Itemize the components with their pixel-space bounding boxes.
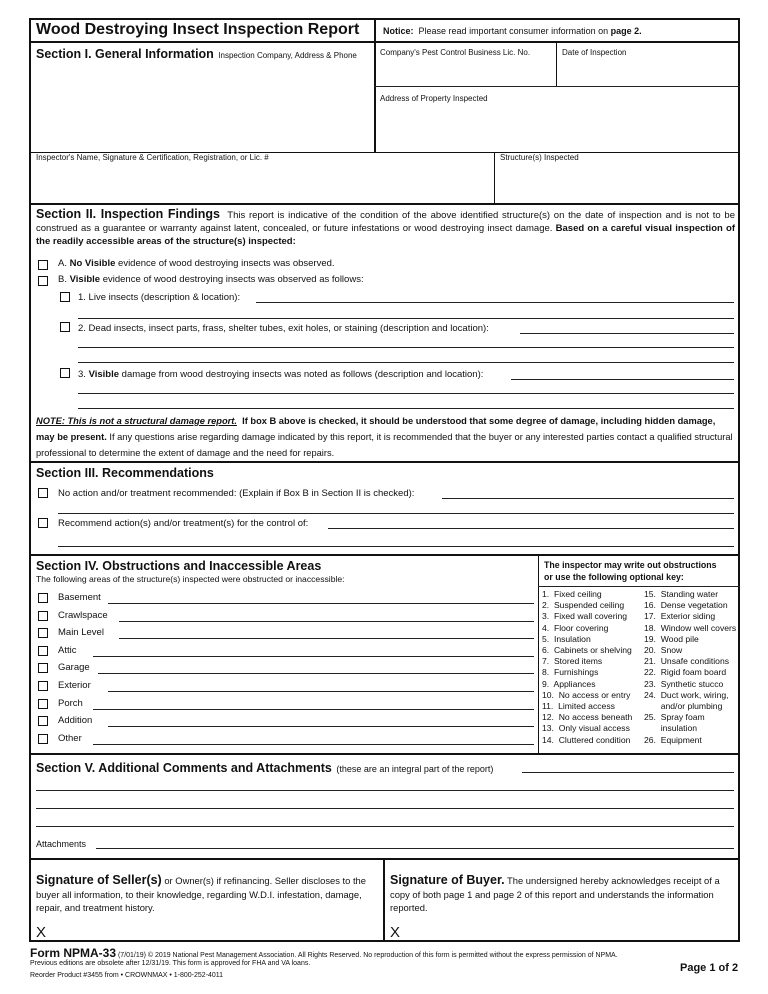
form-title: Wood Destroying Insect Inspection Report [36,21,360,38]
key-item: 12. No access beneath [542,712,633,723]
live-insects-line-1[interactable] [256,302,734,303]
checkbox-area-other[interactable] [38,734,48,744]
recommend-action-label: Recommend action(s) and/or treatment(s) for the control of: [58,518,309,529]
key-list-left [542,589,632,746]
key-item: 17. Exterior siding [644,611,716,622]
buyer-signature-text: Signature of Buyer. The undersigned hereby acknowledges receipt of a copy of both page 1 and page 2 of this report and understands the information reported. [390,873,720,913]
inspector-label[interactable]: Inspector's Name, Signature & Certification, Registration, or Lic. # [36,153,269,162]
visible-damage-line-2[interactable] [78,393,734,394]
page-number: Page 1 of 2 [680,962,739,974]
key-item: 19. Wood pile [644,633,699,644]
key-item: 4. Floor covering [542,622,609,633]
checkbox-live-insects[interactable] [60,292,70,302]
area-entry-line[interactable] [108,691,534,692]
live-insects-line-2[interactable] [78,318,734,319]
dead-insects-label: 2. Dead insects, insect parts, frass, shelter tubes, exit holes, or staining (description and location): [78,323,489,334]
section5-heading: Section V. Additional Comments and Attachments (these are an integral part of the report) [36,761,494,775]
key-item: 7. Stored items [542,656,603,667]
key-item: 16. Dense vegetation [644,600,728,611]
area-entry-line[interactable] [119,638,534,639]
key-item: 1. Fixed ceiling [542,589,602,599]
key-item: 23. Synthetic stucco [644,678,724,689]
key-item: 13. Only visual access [542,723,630,734]
area-label: Attic [58,644,77,656]
checkbox-area-addition[interactable] [38,716,48,726]
section3-heading: Section III. Recommendations [36,466,214,480]
key-item: and/or plumbing [644,701,723,712]
no-action-label: No action and/or treatment recommended: (Explain if Box B in Section II is checked): [58,488,415,499]
checkbox-dead-insects[interactable] [60,322,70,332]
no-action-line-2[interactable] [58,513,734,514]
live-insects-label: 1. Live insects (description & location): [78,292,241,303]
key-item: 21. Unsafe conditions [644,656,730,667]
area-entry-line[interactable] [93,744,535,745]
key-item: 8. Furnishings [542,667,599,678]
key-item: 2. Suspended ceiling [542,600,625,611]
key-item: 14. Cluttered condition [542,734,631,745]
inspection-date-label[interactable]: Date of Inspection [562,48,627,57]
checkbox-area-attic[interactable] [38,646,48,656]
buyer-signature-field[interactable]: X [390,924,401,941]
area-label: Exterior [58,680,91,691]
dead-insects-line-1[interactable] [520,333,734,334]
comments-line-4[interactable] [36,826,734,827]
key-item: 15. Standing water [644,589,719,599]
area-entry-line[interactable] [119,621,534,622]
damage-note: NOTE: This is not a structural damage report. If box B above is checked, it should be understood that some degree of damage, including hidden damage, may be present. If any questions arise regarding damage indicated by this report, it is recommended that the buyer or any interested parties contact a qualified structural professional to determine the extent of damage and the need for repairs. [36,416,733,458]
key-item: 3. Fixed wall covering [542,611,628,622]
checkbox-no-action[interactable] [38,488,48,498]
checkbox-recommend-action[interactable] [38,518,48,528]
dead-insects-line-2[interactable] [78,347,734,348]
key-item: 9. Appliances [542,678,596,689]
footer-line-1: Form NPMA-33 (7/01/19) © 2019 National Pest Management Association. All Rights Reserved. No reproduction of this form is permitted without the express permission of NPMA. [30,946,618,960]
comments-line-1[interactable] [522,772,734,773]
license-field-label[interactable]: Company's Pest Control Business Lic. No. [380,48,531,57]
area-label: Porch [58,697,83,709]
area-label: Garage [58,662,90,674]
comments-line-2[interactable] [36,790,734,791]
option-b-label: B. Visible evidence of wood destroying insects was observed as follows: [58,274,364,285]
area-entry-line[interactable] [93,656,535,657]
reorder-info: Reorder Product #3455 from • CROWNMAX • 1-800-252-4011 [30,972,224,979]
checkbox-area-garage[interactable] [38,663,48,673]
comments-line-3[interactable] [36,808,734,809]
checkbox-area-basement[interactable] [38,593,48,603]
checkbox-area-crawlspace[interactable] [38,611,48,621]
key-item: 26. Equipment [644,734,702,745]
area-label: Other [58,732,82,744]
key-item: 6. Cabinets or shelving [542,645,632,656]
area-entry-line[interactable] [108,603,534,604]
visible-damage-line-1[interactable] [511,379,734,380]
visible-damage-line-3[interactable] [78,408,734,409]
key-title: The inspector may write out obstructions or use the following optional key: [544,560,717,582]
checkbox-b[interactable] [38,276,48,286]
checkbox-area-main-level[interactable] [38,628,48,638]
section1-heading: Section I. General Information Inspection Company, Address & Phone [36,47,357,61]
key-item: 20. Snow [644,645,683,656]
key-item: 5. Insulation [542,633,591,644]
attachments-label: Attachments [36,839,87,849]
seller-signature-field[interactable]: X [36,924,47,941]
key-item: 22. Rigid foam board [644,667,727,678]
recommend-action-line-1[interactable] [328,528,734,529]
section4-heading: Section IV. Obstructions and Inaccessible Areas [36,559,322,573]
checkbox-area-porch[interactable] [38,699,48,709]
area-entry-line[interactable] [93,709,535,710]
key-item: 24. Duct work, wiring, [644,689,729,700]
area-entry-line[interactable] [98,673,534,674]
area-entry-line[interactable] [108,726,534,727]
visible-damage-label: 3. Visible damage from wood destroying insects was noted as follows (description and location): [78,369,484,380]
key-item: 11. Limited access [542,701,615,712]
seller-signature-text: Signature of Seller(s) or Owner(s) if refinancing. Seller discloses to the buyer all information, to their knowledge, regarding W.D.I. infestation, damage, repair, and treatment history. [36,873,366,913]
recommend-action-line-2[interactable] [58,546,734,547]
dead-insects-line-3[interactable] [78,362,734,363]
area-label: Crawlspace [58,609,108,621]
area-label: Addition [58,715,93,727]
section2-intro: Section II. Inspection Findings This report is indicative of the condition of the above identified structure(s) on the date of inspection and is not to be construed as a guarantee or warranty against latent, concealed, or future infestations or wood destroying insect damage. Based on a careful visual inspection of the readily accessible areas of the structure(s) inspected: [36,207,735,247]
area-label: Main Level [58,627,104,639]
notice: Notice: Please read important consumer information on page 2. [383,26,642,36]
key-list-right [644,589,736,746]
area-label: Basement [58,592,101,603]
checkbox-a[interactable] [38,260,48,270]
key-item: insulation [644,723,698,734]
section4-sub: The following areas of the structure(s) inspected were obstructed or inaccessible: [36,574,345,584]
key-item: 25. Spray foam [644,712,705,723]
attachments-line[interactable] [96,848,734,849]
footer-line-2: Previous editions are obsolete after 12/31/19. This form is approved for FHA and VA loans. [30,960,311,967]
key-item: 18. Window well covers [644,622,737,633]
no-action-line-1[interactable] [442,498,734,499]
checkbox-visible-damage[interactable] [60,368,70,378]
property-address-label[interactable]: Address of Property Inspected [380,94,488,103]
option-a-label: A. No Visible evidence of wood destroying insects was observed. [58,258,335,269]
key-item: 10. No access or entry [542,689,631,700]
structures-label[interactable]: Structure(s) Inspected [500,153,579,162]
checkbox-area-exterior[interactable] [38,681,48,691]
